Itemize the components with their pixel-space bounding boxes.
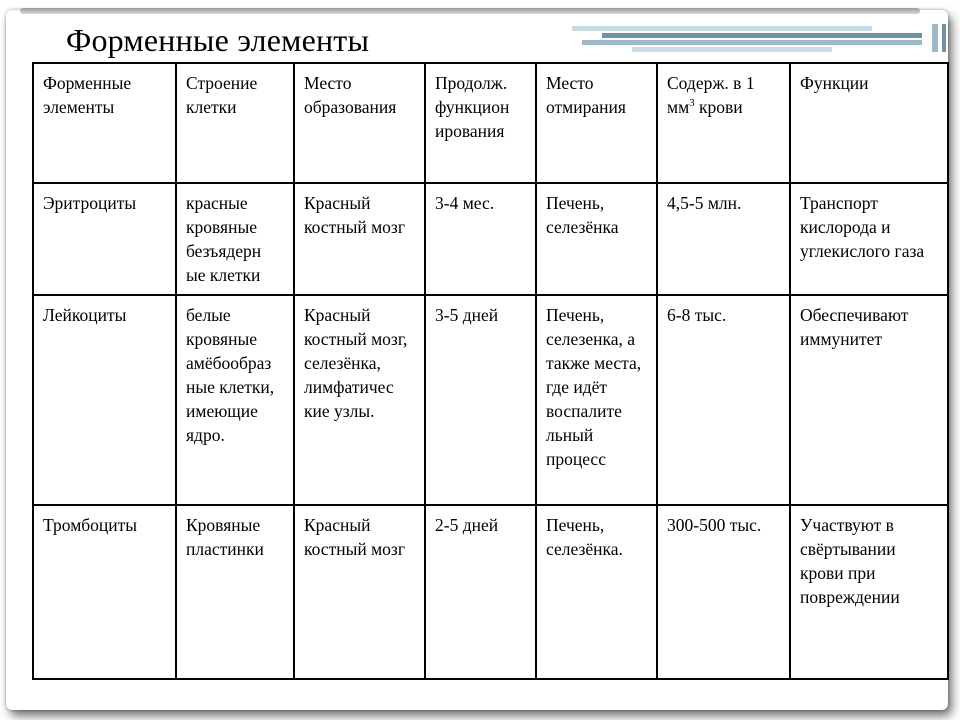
cell-death: Печень, селезёнка: [536, 183, 657, 295]
cell-content: 4,5-5 млн.: [657, 183, 790, 295]
cell-name: Тромбоциты: [33, 505, 176, 679]
cell-function: Транспорт кислорода и углекислого газа: [790, 183, 948, 295]
header-cell-text: Содерж. в 1 мм: [667, 73, 755, 117]
header-cell: Форменные элементы: [33, 63, 176, 183]
cell-origin: Красный костный мозг: [294, 183, 425, 295]
cell-structure: красные кровяные безъядерн ые клетки: [176, 183, 294, 295]
cell-death: Печень, селезёнка.: [536, 505, 657, 679]
cell-duration: 3-4 мес.: [425, 183, 536, 295]
table-header-row: [33, 63, 948, 183]
cell-death: Печень, селезенка, а также места, где идёт воспалите льный процесс: [536, 295, 657, 505]
header-cell-text-tail: крови: [694, 97, 743, 117]
cell-origin: Красный костный мозг: [294, 505, 425, 679]
stripe-5: [932, 24, 938, 52]
stripe-3: [582, 40, 922, 45]
cell-function: Участвуют в свёртывании крови при повреждении: [790, 505, 948, 679]
cell-content: 6-8 тыс.: [657, 295, 790, 505]
cell-duration: 3-5 дней: [425, 295, 536, 505]
cell-function: Обеспечивают иммунитет: [790, 295, 948, 505]
blood-elements-table: [32, 62, 949, 680]
cell-structure: Кровяные пластинки: [176, 505, 294, 679]
table-row: [33, 295, 948, 505]
header-cell: Продолж. функцион ирования: [425, 63, 536, 183]
header-cell: Функции: [790, 63, 948, 183]
header-cell: Место отмирания: [536, 63, 657, 183]
header-cell: Место образования: [294, 63, 425, 183]
cell-duration: 2-5 дней: [425, 505, 536, 679]
cell-name: Эритроциты: [33, 183, 176, 295]
cell-structure: белые кровяные амёбообраз ные клетки, имеющие ядро.: [176, 295, 294, 505]
stripe-1: [572, 26, 872, 31]
cell-name: Лейкоциты: [33, 295, 176, 505]
table-row: [33, 505, 948, 679]
header-cell: Строение клетки: [176, 63, 294, 183]
stripe-2: [602, 33, 922, 38]
stripe-4: [632, 47, 832, 52]
header-superscript: 3: [689, 97, 695, 110]
stripe-6: [942, 24, 946, 52]
table-row: [33, 183, 948, 295]
cell-origin: Красный костный мозг, селезёнка, лимфатичес кие узлы.: [294, 295, 425, 505]
slide-title: Форменные элементы: [66, 22, 370, 58]
cell-content: 300-500 тыс.: [657, 505, 790, 679]
decorative-stripes: [572, 24, 952, 52]
header-cell-content: [657, 63, 790, 183]
